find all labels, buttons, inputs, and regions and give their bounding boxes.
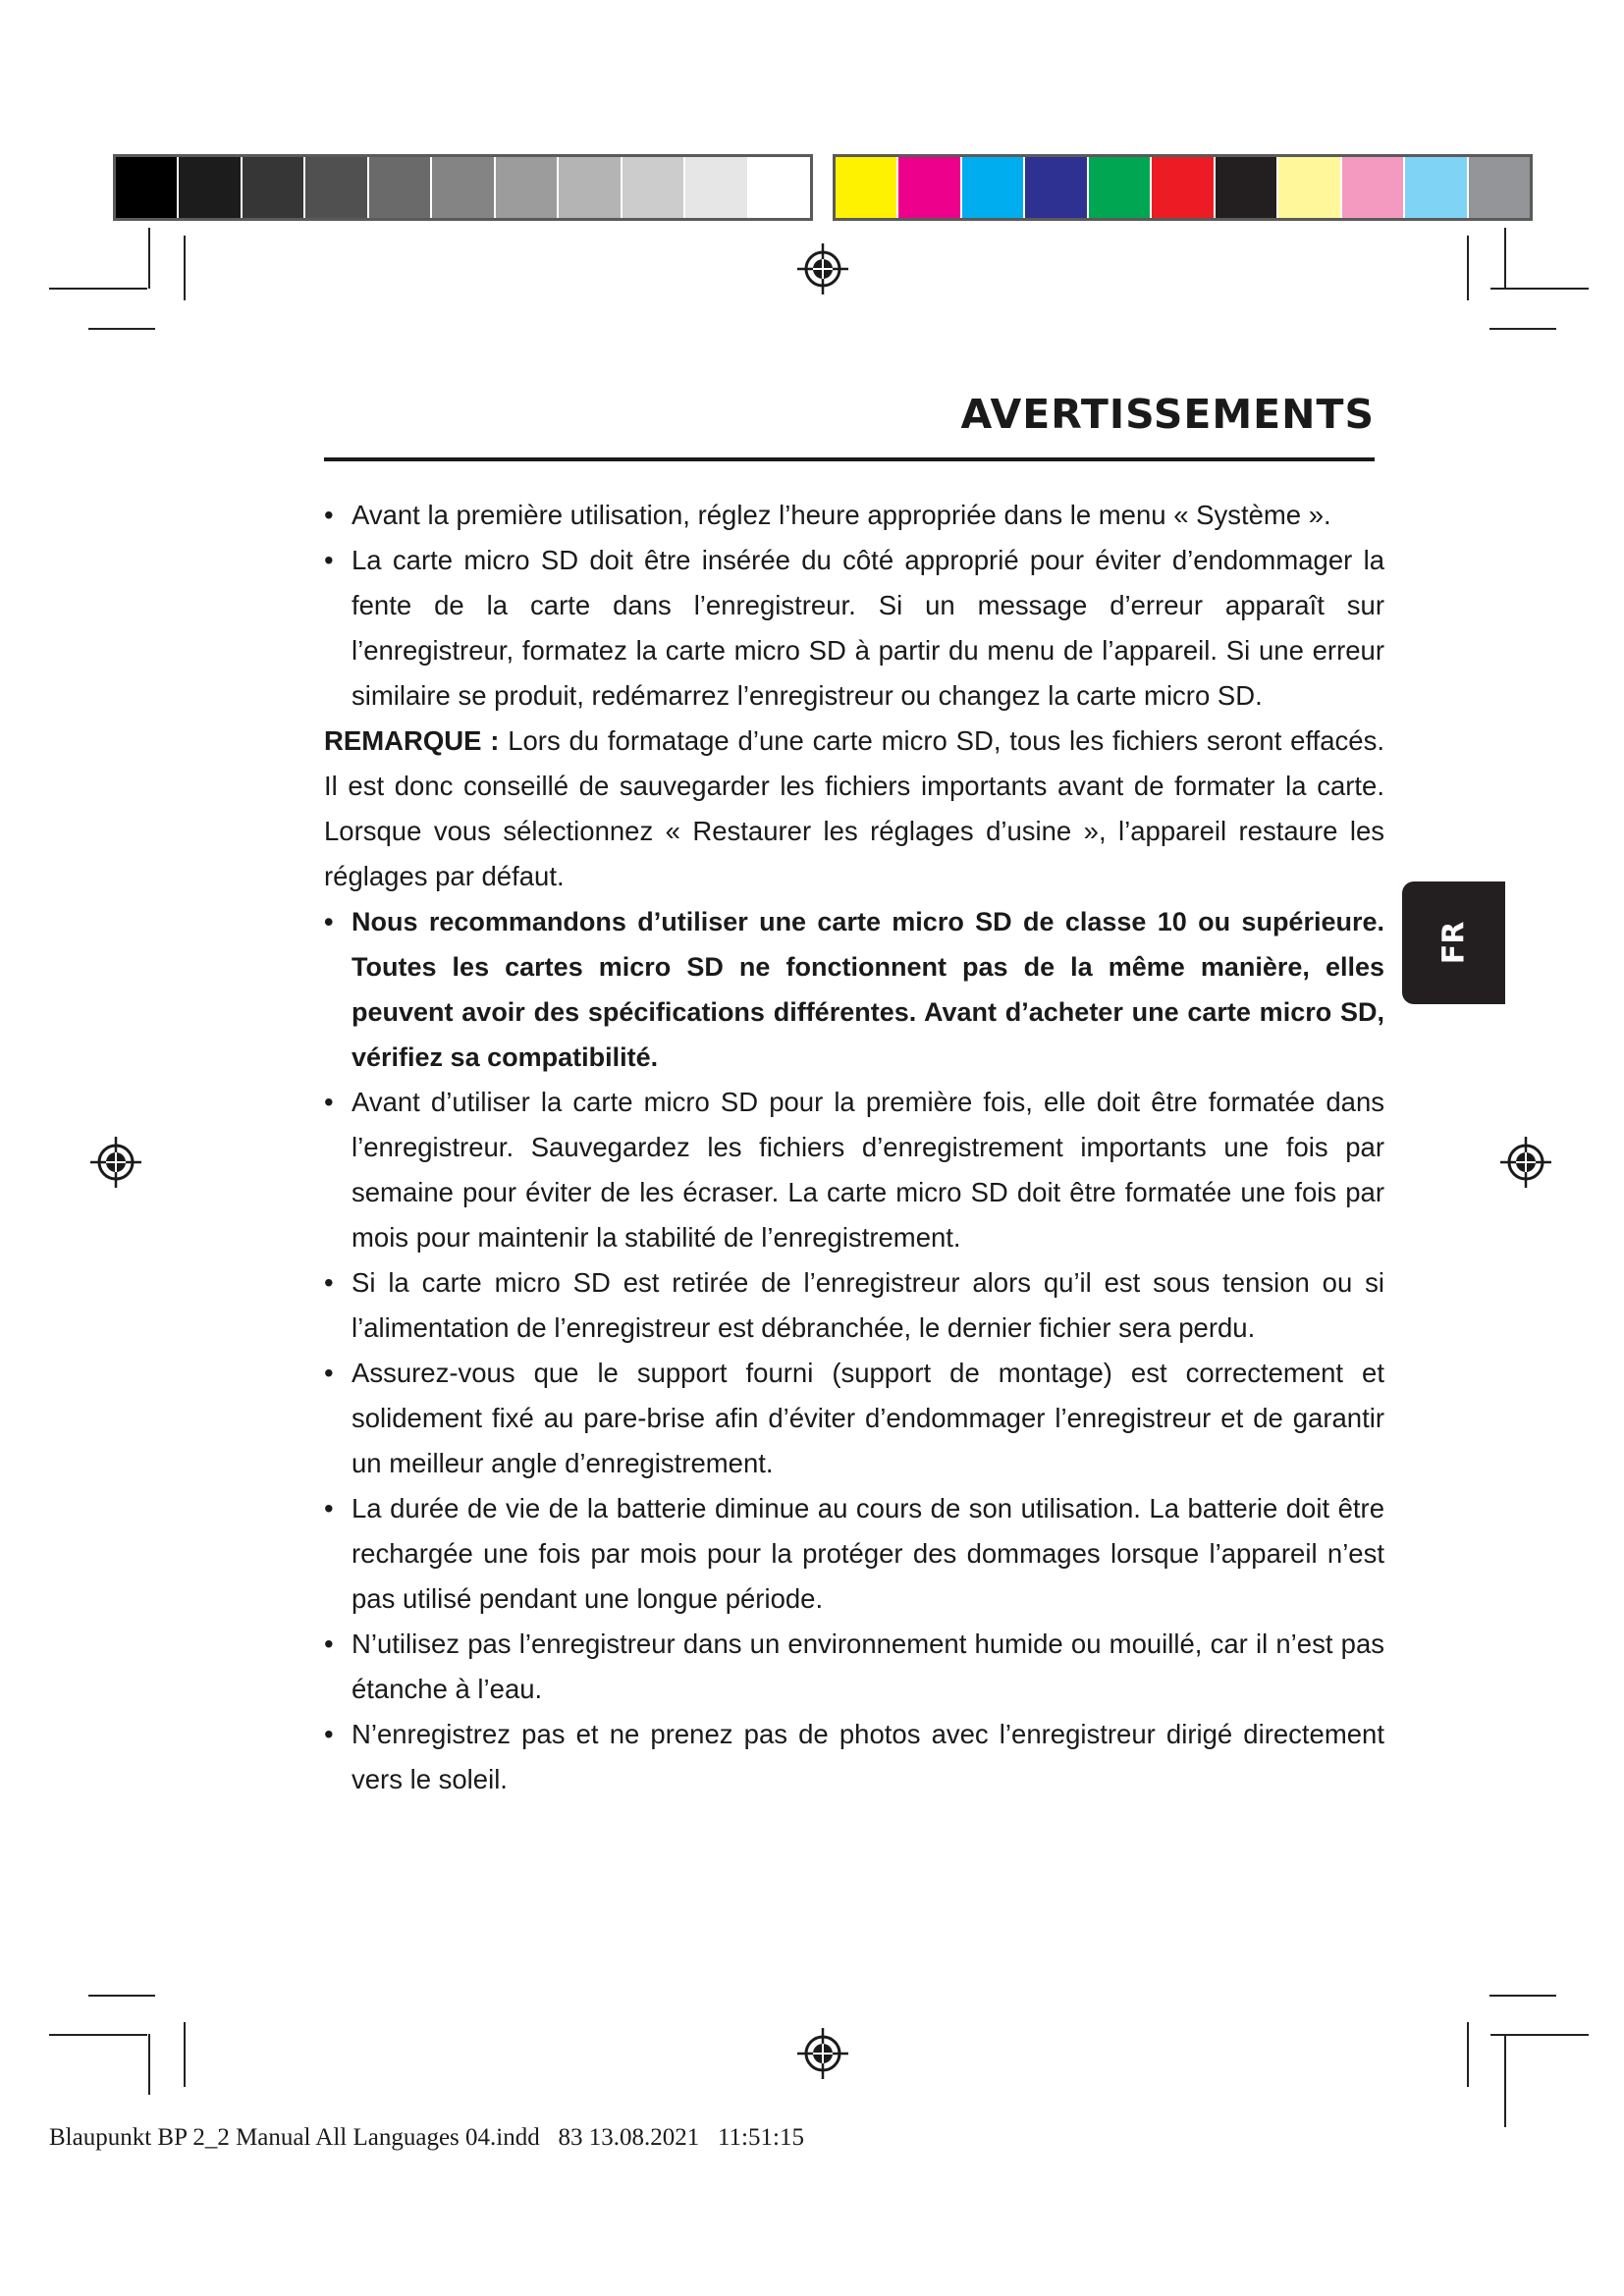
color-swatch [898, 157, 961, 218]
bullet-item: • La durée de vie de la batterie diminue au cours de son utilisation. La batterie doit être rechargée une fois par mois pour la protéger des dommages lorsque l’appareil n’est pas utilisé pendant une longue période. [324, 1486, 1384, 1622]
bullet-item: • Avant d’utiliser la carte micro SD pour la première fois, elle doit être formatée dans l’enregistreur. Sauvegardez les fichiers d’enregistrement importants une fois par semaine pour éviter de les écraser. La carte micro SD doit être formatée une fois par mois pour maintenir la stabilité de l’enregistrement. [324, 1080, 1384, 1260]
color-swatch [1405, 157, 1468, 218]
registration-mark-icon [795, 2026, 850, 2081]
bullet-item-recommendation: • Nous recommandons d’utiliser une carte micro SD de classe 10 ou supérieure. Toutes les cartes micro SD ne fonctionnent pas de la même manière, elles peuvent avoir des spécifications différentes. Avant d’acheter une carte micro SD, vérifiez sa compatibilité. [324, 899, 1384, 1080]
gray-swatch [685, 157, 748, 218]
crop-mark [148, 2034, 150, 2095]
note-paragraph [324, 719, 1384, 899]
color-swatch [1278, 157, 1341, 218]
color-swatch [1025, 157, 1088, 218]
gray-swatch [432, 157, 495, 218]
gray-swatch [559, 157, 622, 218]
language-tab-label: FR [1436, 921, 1471, 965]
gray-swatch [243, 157, 305, 218]
registration-mark-icon [88, 1135, 143, 1190]
color-swatch [1469, 157, 1530, 218]
color-swatch [962, 157, 1025, 218]
crop-mark [1504, 228, 1506, 289]
color-swatch [1089, 157, 1152, 218]
crop-mark [1504, 2034, 1506, 2127]
bullet-item: • Si la carte micro SD est retirée de l’enregistreur alors qu’il est sous tension ou si l’alimentation de l’enregistreur est débranchée, le dernier fichier sera perdu. [324, 1260, 1384, 1351]
crop-mark [49, 2034, 147, 2036]
crop-mark [1489, 328, 1556, 330]
gray-swatch [749, 157, 810, 218]
gray-swatch [369, 157, 432, 218]
gray-swatch [496, 157, 559, 218]
note-label: REMARQUE : [324, 725, 500, 756]
crop-mark [1467, 2022, 1469, 2087]
crop-mark [148, 228, 150, 289]
warnings-content [324, 493, 1384, 1802]
gray-swatch [116, 157, 179, 218]
process-color-bar [833, 154, 1533, 221]
bullet-item: • Assurez-vous que le support fourni (support de montage) est correctement et solidement fixé au pare-brise afin d’éviter d’endommager l’enregistreur et de garantir un meilleur angle d’enregistrement. [324, 1351, 1384, 1486]
bullet-item: • N’utilisez pas l’enregistreur dans un environnement humide ou mouillé, car il n’est pas étanche à l’eau. [324, 1622, 1384, 1712]
color-swatch [1152, 157, 1215, 218]
crop-mark [184, 2022, 186, 2087]
color-swatch [836, 157, 898, 218]
gray-swatch [179, 157, 242, 218]
registration-mark-icon [1498, 1135, 1553, 1190]
page-title: AVERTISSEMENTS [960, 391, 1375, 438]
note-text: Lors du formatage d’une carte micro SD, tous les fichiers seront effacés. Il est donc conseillé de sauvegarder les fichiers importants avant de formater la carte. Lorsque vous sélectionnez « Restaurer les réglages d’usine », l’appareil restaure les réglages par défaut. [324, 725, 1384, 891]
crop-mark [88, 328, 155, 330]
color-swatch [1216, 157, 1278, 218]
gray-swatch [623, 157, 685, 218]
bullet-item: • Avant la première utilisation, réglez l’heure appropriée dans le menu « Système ». [324, 493, 1384, 538]
crop-mark [1489, 1995, 1556, 1997]
gray-swatch [305, 157, 368, 218]
grayscale-color-bar [113, 154, 813, 221]
crop-mark [184, 236, 186, 300]
bullet-item: • La carte micro SD doit être insérée du côté approprié pour éviter d’endommager la fente de la carte dans l’enregistreur. Si un message d’erreur apparaît sur l’enregistreur, formatez la carte micro SD à partir du menu de l’appareil. Si une erreur similaire se produit, redémarrez l’enregistreur ou changez la carte micro SD. [324, 538, 1384, 719]
crop-mark [1467, 236, 1469, 300]
language-tab [1402, 881, 1505, 1004]
bullet-item: • N’enregistrez pas et ne prenez pas de photos avec l’enregistreur dirigé directement vers le soleil. [324, 1712, 1384, 1802]
title-underline [324, 457, 1375, 461]
crop-mark [88, 1995, 155, 1997]
print-slug: Blaupunkt BP 2_2 Manual All Languages 04.indd 83 13.08.2021 11:51:15 [49, 2124, 804, 2151]
crop-mark [49, 288, 147, 290]
color-swatch [1342, 157, 1405, 218]
registration-mark-icon [795, 241, 850, 296]
